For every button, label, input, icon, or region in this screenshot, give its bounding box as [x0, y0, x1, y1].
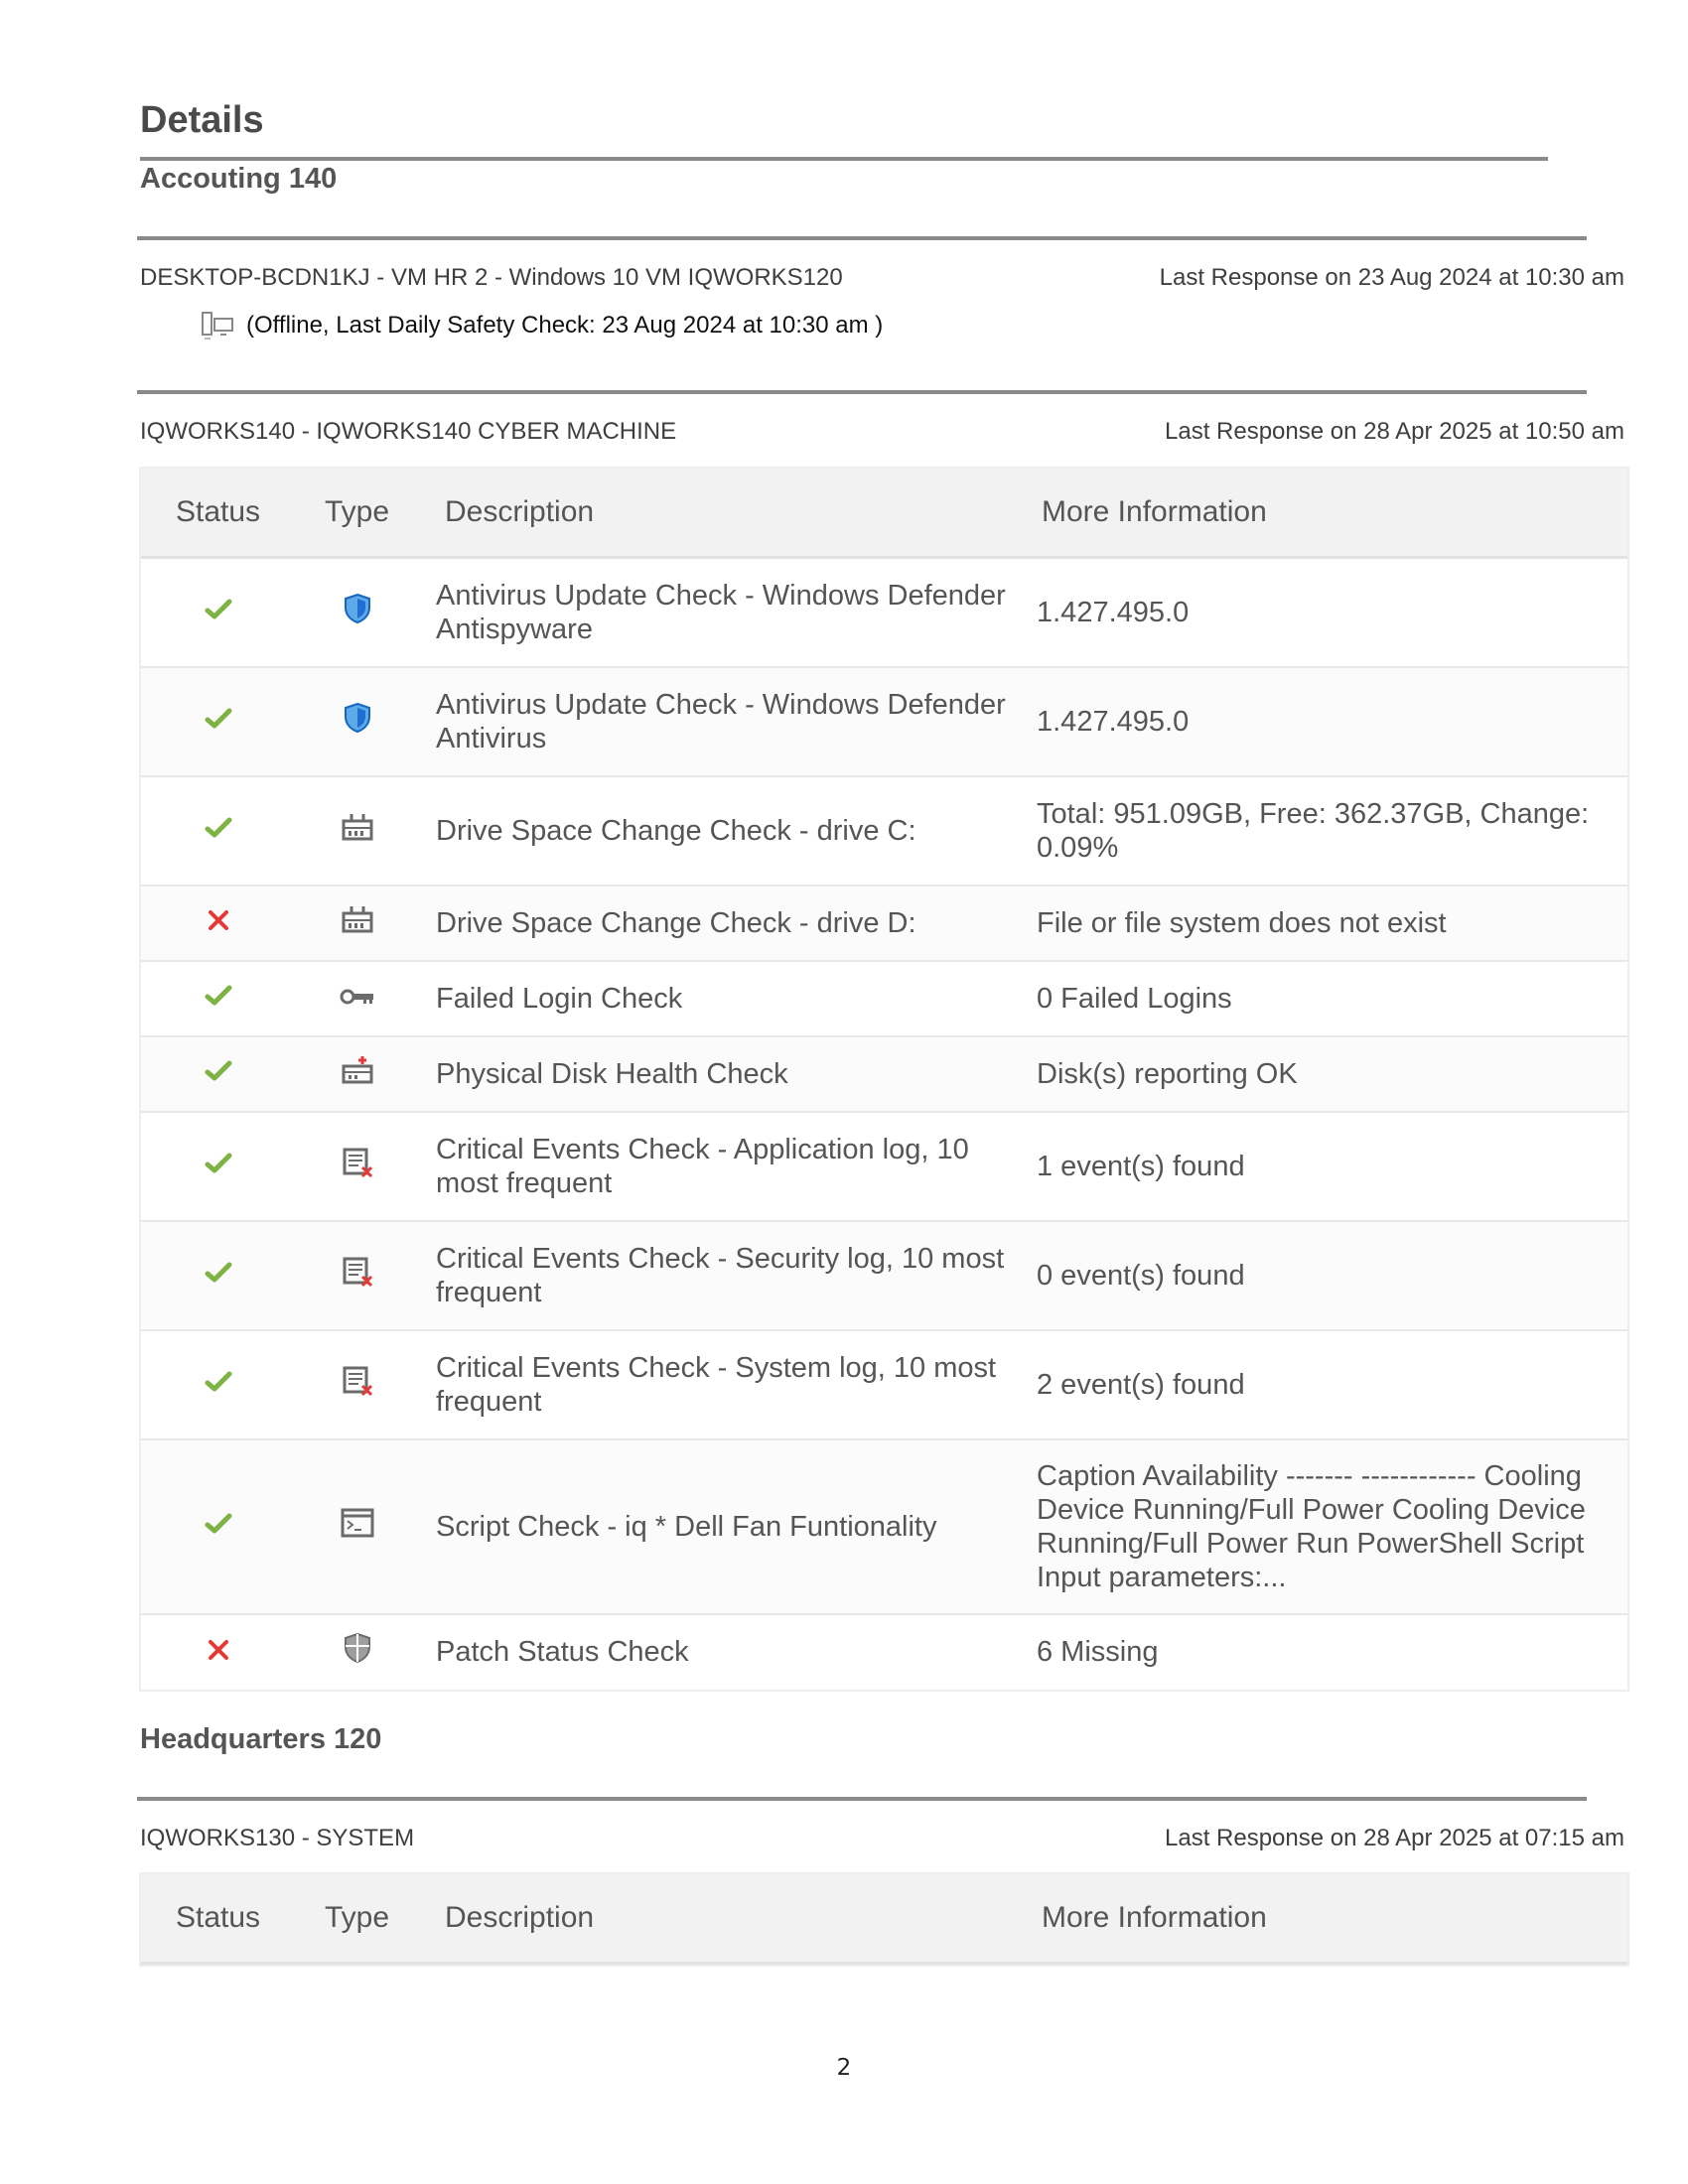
- status-cell: [141, 1221, 295, 1330]
- type-cell: [295, 776, 419, 886]
- header-status[interactable]: Status: [141, 469, 295, 558]
- status-cell: [141, 1112, 295, 1221]
- more-information-cell: 1.427.495.0: [1020, 667, 1627, 776]
- table-row: [141, 667, 1627, 776]
- description-cell: Drive Space Change Check - drive D:: [419, 886, 1020, 961]
- drive-icon: [341, 811, 374, 851]
- table-row: [141, 776, 1627, 886]
- more-information-cell: File or file system does not exist: [1020, 886, 1627, 961]
- group-divider: [137, 236, 1587, 240]
- cross-icon: [207, 1636, 230, 1670]
- description-cell: Critical Events Check - Application log, 10 most frequent: [419, 1112, 1020, 1221]
- check-icon: [205, 1150, 232, 1183]
- status-cell: [141, 886, 295, 961]
- script-icon: [340, 1507, 375, 1547]
- check-icon: [205, 982, 232, 1016]
- header-more-information[interactable]: More Information: [1020, 1874, 1627, 1964]
- type-cell: [295, 961, 419, 1036]
- checks-table: [139, 1872, 1629, 1967]
- header-description[interactable]: Description: [419, 469, 1020, 558]
- description-cell: Critical Events Check - System log, 10 most frequent: [419, 1330, 1020, 1439]
- group-divider: [137, 1797, 1587, 1801]
- table-row: [141, 1439, 1627, 1614]
- patch-shield-icon: [344, 1632, 371, 1672]
- group-title: Accouting 140: [140, 163, 338, 195]
- drive-icon: [341, 903, 374, 943]
- shield-icon: [344, 702, 371, 742]
- device-name: DESKTOP-BCDN1KJ - VM HR 2 - Windows 10 VM IQWORKS120: [140, 264, 843, 291]
- status-cell: [141, 961, 295, 1036]
- page-number: 2: [836, 2055, 852, 2081]
- table-header-row: [141, 1874, 1627, 1964]
- description-cell: Script Check - iq * Dell Fan Funtionality: [419, 1439, 1020, 1614]
- description-cell: Critical Events Check - Security log, 10 most frequent: [419, 1221, 1020, 1330]
- more-information-cell: Disk(s) reporting OK: [1020, 1036, 1627, 1112]
- type-cell: [295, 1036, 419, 1112]
- more-information-cell: 0 event(s) found: [1020, 1221, 1627, 1330]
- checks-table: [139, 467, 1629, 1692]
- status-cell: [141, 667, 295, 776]
- event-log-icon: [341, 1256, 374, 1296]
- type-cell: [295, 1614, 419, 1690]
- type-cell: [295, 558, 419, 667]
- last-response: Last Response on 28 Apr 2025 at 07:15 am: [1165, 1825, 1624, 1851]
- device-divider: [137, 390, 1587, 394]
- more-information-cell: 2 event(s) found: [1020, 1330, 1627, 1439]
- cross-icon: [207, 906, 230, 940]
- check-icon: [205, 1510, 232, 1544]
- more-information-cell: Caption Availability ------- ------------ Cooling Device Running/Full Power Cooling Device Running/Full Power Run PowerShell Script Input parameters:...: [1020, 1439, 1627, 1614]
- description-cell: Patch Status Check: [419, 1614, 1020, 1690]
- description-cell: Antivirus Update Check - Windows Defender Antivirus: [419, 667, 1020, 776]
- status-cell: [141, 558, 295, 667]
- table-row: [141, 1330, 1627, 1439]
- description-cell: Antivirus Update Check - Windows Defender Antispyware: [419, 558, 1020, 667]
- table-row: [141, 886, 1627, 961]
- status-cell: [141, 1036, 295, 1112]
- event-log-icon: [341, 1147, 374, 1186]
- table-row: [141, 1036, 1627, 1112]
- title-divider: [140, 157, 1548, 161]
- page-title: Details: [140, 99, 264, 141]
- type-cell: [295, 1112, 419, 1221]
- more-information-cell: 6 Missing: [1020, 1614, 1627, 1690]
- table-row: [141, 558, 1627, 667]
- check-icon: [205, 814, 232, 848]
- description-cell: Physical Disk Health Check: [419, 1036, 1020, 1112]
- table-header-row: [141, 469, 1627, 558]
- more-information-cell: 0 Failed Logins: [1020, 961, 1627, 1036]
- type-cell: [295, 1439, 419, 1614]
- type-cell: [295, 1330, 419, 1439]
- more-information-cell: 1.427.495.0: [1020, 558, 1627, 667]
- description-cell: Failed Login Check: [419, 961, 1020, 1036]
- check-icon: [205, 705, 232, 739]
- header-type[interactable]: Type: [295, 469, 419, 558]
- device-name: IQWORKS130 - SYSTEM: [140, 1825, 415, 1851]
- header-more-information[interactable]: More Information: [1020, 469, 1627, 558]
- device-name: IQWORKS140 - IQWORKS140 CYBER MACHINE: [140, 418, 677, 445]
- type-cell: [295, 1221, 419, 1330]
- shield-icon: [344, 593, 371, 632]
- status-cell: [141, 776, 295, 886]
- key-icon: [340, 982, 375, 1016]
- check-icon: [205, 1368, 232, 1402]
- check-icon: [205, 1259, 232, 1293]
- table-row: [141, 961, 1627, 1036]
- offline-status-text: (Offline, Last Daily Safety Check: 23 Aug 2024 at 10:30 am ): [246, 312, 884, 339]
- status-cell: [141, 1614, 295, 1690]
- table-row: [141, 1112, 1627, 1221]
- more-information-cell: 1 event(s) found: [1020, 1112, 1627, 1221]
- event-log-icon: [341, 1365, 374, 1405]
- check-icon: [205, 596, 232, 629]
- type-cell: [295, 667, 419, 776]
- header-status[interactable]: Status: [141, 1874, 295, 1964]
- status-cell: [141, 1439, 295, 1614]
- description-cell: Drive Space Change Check - drive C:: [419, 776, 1020, 886]
- check-icon: [205, 1057, 232, 1091]
- header-type[interactable]: Type: [295, 1874, 419, 1964]
- offline-status: [201, 311, 883, 341]
- more-information-cell: Total: 951.09GB, Free: 362.37GB, Change: 0.09%: [1020, 776, 1627, 886]
- type-cell: [295, 886, 419, 961]
- disk-health-icon: [341, 1054, 374, 1094]
- group-title: Headquarters 120: [140, 1723, 382, 1755]
- table-row: [141, 1614, 1627, 1690]
- offline-computer-icon: [201, 311, 234, 341]
- header-description[interactable]: Description: [419, 1874, 1020, 1964]
- table-row: [141, 1221, 1627, 1330]
- status-cell: [141, 1330, 295, 1439]
- last-response: Last Response on 28 Apr 2025 at 10:50 am: [1165, 418, 1624, 445]
- last-response: Last Response on 23 Aug 2024 at 10:30 am: [1159, 264, 1624, 291]
